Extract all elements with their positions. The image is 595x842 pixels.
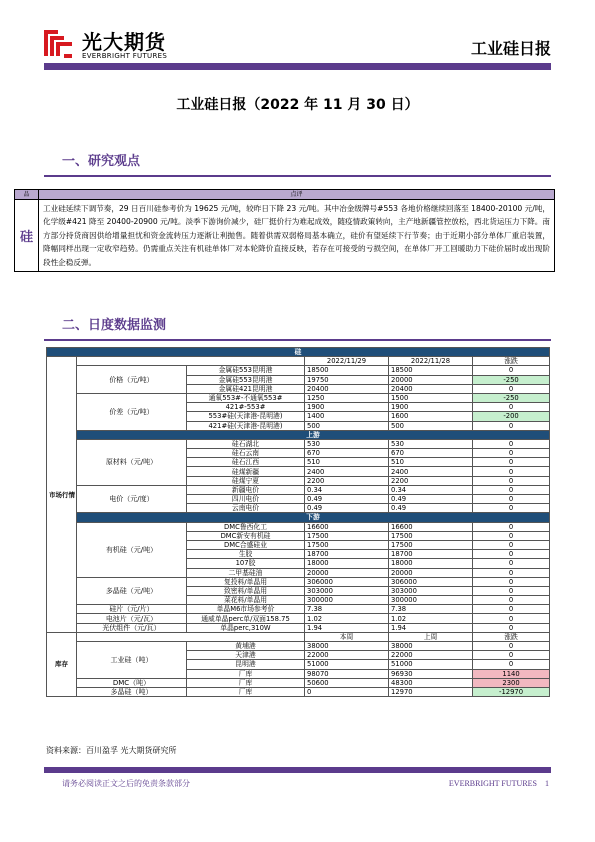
value-current: 22000 bbox=[305, 651, 389, 660]
header-divider bbox=[44, 63, 551, 70]
col-header-change: 涨跌 bbox=[473, 357, 550, 366]
band-upstream: 上游 bbox=[77, 430, 550, 439]
item-name: 致密料/单晶用 bbox=[187, 586, 305, 595]
category-label: 价差（元/吨） bbox=[77, 393, 187, 430]
col-header-change: 涨跌 bbox=[473, 632, 550, 641]
item-name: 421#硅(天津港-昆明港) bbox=[187, 421, 305, 430]
value-change: 0 bbox=[473, 614, 550, 623]
category-label: 有机硅（元/吨） bbox=[77, 522, 187, 577]
value-change: 1140 bbox=[473, 669, 550, 678]
category-label: 光伏组件（元/瓦） bbox=[77, 623, 187, 632]
item-name: 硅煤宁夏 bbox=[187, 476, 305, 485]
value-previous: 530 bbox=[389, 439, 473, 448]
col-header-last-week: 上周 bbox=[389, 632, 473, 641]
value-change: 0 bbox=[473, 559, 550, 568]
value-change: 0 bbox=[473, 568, 550, 577]
value-change: -200 bbox=[473, 412, 550, 421]
value-change: 0 bbox=[473, 660, 550, 669]
group-stock: 库存 bbox=[47, 632, 77, 696]
value-current: 18500 bbox=[305, 366, 389, 375]
data-row bbox=[47, 614, 550, 623]
logo-mark-icon bbox=[42, 26, 76, 60]
item-name: 复投料/单晶用 bbox=[187, 577, 305, 586]
value-change: 0 bbox=[473, 605, 550, 614]
data-row bbox=[47, 642, 550, 651]
section-divider bbox=[44, 175, 551, 177]
value-change: 0 bbox=[473, 550, 550, 559]
band-row bbox=[47, 348, 550, 357]
item-name: DMC鲁西化工 bbox=[187, 522, 305, 531]
value-change: 0 bbox=[473, 384, 550, 393]
item-name: 厂库 bbox=[187, 678, 305, 687]
value-previous: 22000 bbox=[389, 651, 473, 660]
comment-head-review: 点评 bbox=[39, 190, 555, 200]
value-previous: 510 bbox=[389, 458, 473, 467]
logo-text-en: EVERBRIGHT FUTURES bbox=[82, 52, 168, 60]
value-current: 18000 bbox=[305, 559, 389, 568]
value-current: 50600 bbox=[305, 678, 389, 687]
section-divider bbox=[44, 339, 551, 341]
band-downstream: 下游 bbox=[77, 513, 550, 522]
value-change: 0 bbox=[473, 540, 550, 549]
category-label: 工业硅（吨） bbox=[77, 642, 187, 679]
value-change: 0 bbox=[473, 577, 550, 586]
value-previous: 51000 bbox=[389, 660, 473, 669]
data-row bbox=[47, 522, 550, 531]
value-previous: 96930 bbox=[389, 669, 473, 678]
value-current: 0.34 bbox=[305, 485, 389, 494]
item-name: 硅石江西 bbox=[187, 458, 305, 467]
value-change: 0 bbox=[473, 439, 550, 448]
footer-brand-page: EVERBRIGHT FUTURES 1 bbox=[448, 779, 549, 788]
table-title: 硅 bbox=[47, 348, 550, 357]
value-current: 303000 bbox=[305, 586, 389, 595]
value-current: 300000 bbox=[305, 596, 389, 605]
data-source: 资料来源：百川盈孚 光大期货研究所 bbox=[46, 746, 177, 755]
item-name: 菜花料/单晶用 bbox=[187, 596, 305, 605]
data-row bbox=[47, 678, 550, 687]
value-change: 0 bbox=[473, 531, 550, 540]
value-previous: 1500 bbox=[389, 393, 473, 402]
item-name: 硅煤新疆 bbox=[187, 467, 305, 476]
footer-divider bbox=[44, 767, 551, 773]
value-current: 500 bbox=[305, 421, 389, 430]
value-change: 0 bbox=[473, 642, 550, 651]
value-change: 0 bbox=[473, 403, 550, 412]
item-name: 新疆电价 bbox=[187, 485, 305, 494]
item-name: 昆明港 bbox=[187, 660, 305, 669]
category-label: DMC（吨） bbox=[77, 678, 187, 687]
value-change: 0 bbox=[473, 495, 550, 504]
item-name: 黄埔港 bbox=[187, 642, 305, 651]
item-name: 553#硅(天津港-昆明港) bbox=[187, 412, 305, 421]
item-name: 生胶 bbox=[187, 550, 305, 559]
value-previous: 12970 bbox=[389, 687, 473, 696]
value-current: 98070 bbox=[305, 669, 389, 678]
value-previous: 16600 bbox=[389, 522, 473, 531]
value-current: 17500 bbox=[305, 540, 389, 549]
value-current: 51000 bbox=[305, 660, 389, 669]
value-change: 0 bbox=[473, 476, 550, 485]
value-current: 1250 bbox=[305, 393, 389, 402]
value-previous: 17500 bbox=[389, 531, 473, 540]
value-current: 670 bbox=[305, 449, 389, 458]
item-name: 金属硅553昆明港 bbox=[187, 375, 305, 384]
value-previous: 20400 bbox=[389, 384, 473, 393]
band-row bbox=[47, 430, 550, 439]
comment-head-product: 品 bbox=[15, 190, 39, 200]
value-current: 16600 bbox=[305, 522, 389, 531]
value-current: 530 bbox=[305, 439, 389, 448]
value-current: 20000 bbox=[305, 568, 389, 577]
item-name: 四川电价 bbox=[187, 495, 305, 504]
category-label: 多晶硅（元/吨） bbox=[77, 577, 187, 605]
item-name: 通氧553#-不通氧553# bbox=[187, 393, 305, 402]
col-header-date2: 2022/11/28 bbox=[389, 357, 473, 366]
category-label: 多晶硅（吨） bbox=[77, 687, 187, 696]
comment-text: 工业硅延续下调节奏，29 日百川硅参考价为 19625 元/吨，较昨日下降 23 元/吨。其中冶金级牌号#553 各地价格继续回落至 18400-20100 元/吨，化学级#421 降至 20400-20900 元/吨。淡季下游询价减少，硅厂挺价行为难起成效，随疫情政策转向，主产地新疆管控放松，西北货运压力下降。南方部分持货商因供给增量担忧和资金流转压力逐渐让利抛售。随着供需双弱格局基本确立，硅价有望延续下行节奏；由于近期小部分单体厂重启装置，降幅同样出现一定收窄趋势。仍需重点关注有机硅单体厂对本轮降价直接反映，若存在可接受的亏损空间，在单体厂开工回暖助力下硅价届时或出现阶段性企稳反弹。 bbox=[39, 200, 555, 272]
value-current: 7.38 bbox=[305, 605, 389, 614]
value-change: 0 bbox=[473, 366, 550, 375]
item-name: 硅石云南 bbox=[187, 449, 305, 458]
value-current: 17500 bbox=[305, 531, 389, 540]
value-change: 0 bbox=[473, 458, 550, 467]
item-name: 厂库 bbox=[187, 687, 305, 696]
category-label: 硅片（元/片） bbox=[77, 605, 187, 614]
value-change: 0 bbox=[473, 522, 550, 531]
value-previous: 0.49 bbox=[389, 504, 473, 513]
value-previous: 7.38 bbox=[389, 605, 473, 614]
item-name: 单晶perc,310W bbox=[187, 623, 305, 632]
value-previous: 1600 bbox=[389, 412, 473, 421]
value-previous: 0.49 bbox=[389, 495, 473, 504]
company-logo bbox=[42, 24, 202, 66]
comment-product-label: 硅 bbox=[15, 200, 39, 272]
value-previous: 18700 bbox=[389, 550, 473, 559]
value-change: 0 bbox=[473, 623, 550, 632]
value-previous: 2200 bbox=[389, 476, 473, 485]
data-row bbox=[47, 687, 550, 696]
value-current: 510 bbox=[305, 458, 389, 467]
item-name: DMC合盛硅业 bbox=[187, 540, 305, 549]
data-row bbox=[47, 485, 550, 494]
value-current: 2200 bbox=[305, 476, 389, 485]
value-change: 0 bbox=[473, 651, 550, 660]
value-change: 0 bbox=[473, 485, 550, 494]
data-row bbox=[47, 366, 550, 375]
value-current: 1900 bbox=[305, 403, 389, 412]
item-name: 云南电价 bbox=[187, 504, 305, 513]
value-current: 1.94 bbox=[305, 623, 389, 632]
data-row bbox=[47, 393, 550, 402]
column-header-row bbox=[47, 357, 550, 366]
category-label: 价格（元/吨） bbox=[77, 366, 187, 394]
value-current: 0.49 bbox=[305, 495, 389, 504]
col-header-this-week: 本周 bbox=[305, 632, 389, 641]
empty-cell bbox=[77, 632, 305, 641]
value-previous: 1.94 bbox=[389, 623, 473, 632]
value-change: 0 bbox=[473, 449, 550, 458]
value-previous: 670 bbox=[389, 449, 473, 458]
value-previous: 38000 bbox=[389, 642, 473, 651]
daily-data-table bbox=[46, 347, 550, 697]
item-name: 通威单晶perc单/双面158.75 bbox=[187, 614, 305, 623]
value-change: 2300 bbox=[473, 678, 550, 687]
value-previous: 306000 bbox=[389, 577, 473, 586]
category-label: 电池片（元/瓦） bbox=[77, 614, 187, 623]
value-current: 20400 bbox=[305, 384, 389, 393]
data-row bbox=[47, 577, 550, 586]
value-current: 19750 bbox=[305, 375, 389, 384]
col-header-date1: 2022/11/29 bbox=[305, 357, 389, 366]
item-name: 硅石湖北 bbox=[187, 439, 305, 448]
value-current: 0 bbox=[305, 687, 389, 696]
value-change: 0 bbox=[473, 467, 550, 476]
category-label: 原材料（元/吨） bbox=[77, 439, 187, 485]
page-title: 工业硅日报（2022 年 11 月 30 日） bbox=[176, 97, 419, 113]
value-previous: 18500 bbox=[389, 366, 473, 375]
value-current: 306000 bbox=[305, 577, 389, 586]
value-change: -12970 bbox=[473, 687, 550, 696]
value-current: 1.02 bbox=[305, 614, 389, 623]
item-name: 421#-553# bbox=[187, 403, 305, 412]
empty-cell bbox=[77, 357, 305, 366]
data-row bbox=[47, 439, 550, 448]
value-change: 0 bbox=[473, 504, 550, 513]
value-change: 0 bbox=[473, 586, 550, 595]
logo-text-cn: 光大期货 bbox=[82, 30, 166, 54]
value-previous: 1900 bbox=[389, 403, 473, 412]
item-name: 厂库 bbox=[187, 669, 305, 678]
item-name: 单晶M6市场参考价 bbox=[187, 605, 305, 614]
value-previous: 0.34 bbox=[389, 485, 473, 494]
value-previous: 17500 bbox=[389, 540, 473, 549]
footer-disclaimer: 请务必阅读正文之后的免责条款部分 bbox=[62, 779, 190, 788]
group-market: 市场行情 bbox=[47, 357, 77, 633]
data-row bbox=[47, 605, 550, 614]
value-change: -250 bbox=[473, 375, 550, 384]
value-previous: 500 bbox=[389, 421, 473, 430]
value-current: 0.49 bbox=[305, 504, 389, 513]
value-current: 18700 bbox=[305, 550, 389, 559]
header-report-name: 工业硅日报 bbox=[470, 39, 551, 58]
item-name: 天津港 bbox=[187, 651, 305, 660]
item-name: DMC新安有机硅 bbox=[187, 531, 305, 540]
value-current: 1400 bbox=[305, 412, 389, 421]
section-title-data: 二、日度数据监测 bbox=[62, 318, 167, 333]
item-name: 107胶 bbox=[187, 559, 305, 568]
comment-table bbox=[14, 189, 555, 272]
item-name: 金属硅553昆明港 bbox=[187, 366, 305, 375]
value-previous: 1.02 bbox=[389, 614, 473, 623]
item-name: 二甲基硅油 bbox=[187, 568, 305, 577]
value-current: 38000 bbox=[305, 642, 389, 651]
category-label: 电价（元/度） bbox=[77, 485, 187, 513]
value-change: -250 bbox=[473, 393, 550, 402]
section-title-views: 一、研究观点 bbox=[62, 154, 141, 169]
data-row bbox=[47, 623, 550, 632]
value-previous: 300000 bbox=[389, 596, 473, 605]
value-change: 0 bbox=[473, 421, 550, 430]
value-previous: 2400 bbox=[389, 467, 473, 476]
value-previous: 303000 bbox=[389, 586, 473, 595]
column-header-row bbox=[47, 632, 550, 641]
band-row bbox=[47, 513, 550, 522]
value-current: 2400 bbox=[305, 467, 389, 476]
value-previous: 48300 bbox=[389, 678, 473, 687]
value-previous: 18000 bbox=[389, 559, 473, 568]
value-previous: 20000 bbox=[389, 568, 473, 577]
item-name: 金属硅421昆明港 bbox=[187, 384, 305, 393]
value-change: 0 bbox=[473, 596, 550, 605]
value-previous: 20000 bbox=[389, 375, 473, 384]
